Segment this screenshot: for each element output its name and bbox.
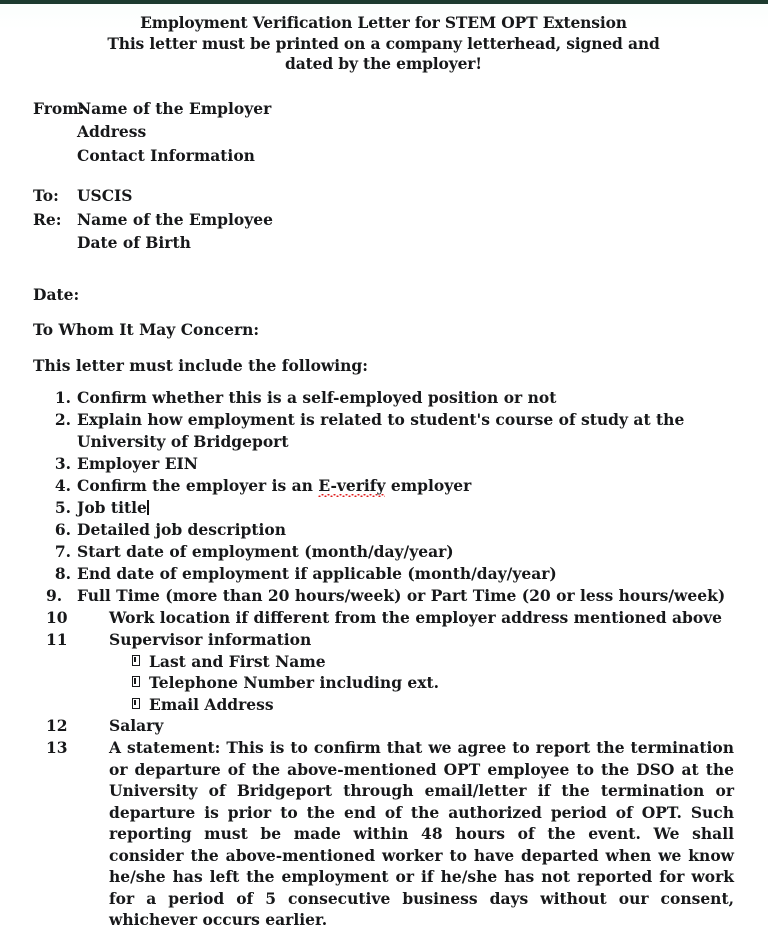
list-item-9 — [33, 585, 734, 607]
title-line-1: Employment Verification Letter for STEM OPT Extension — [140, 13, 627, 32]
list-item-3-number: 3. — [54, 453, 71, 473]
from-address: Address — [77, 122, 147, 141]
from-row-name — [33, 97, 734, 121]
sublist-item-1-text: Last and First Name — [149, 651, 326, 671]
from-block — [33, 97, 734, 168]
list-item-5 — [33, 497, 734, 519]
list-item-10 — [33, 607, 734, 629]
sublist-item-3 — [33, 694, 734, 716]
list-item-11-number: 11 — [46, 629, 68, 649]
re-date-of-birth: Date of Birth — [77, 233, 191, 252]
to-label: To: — [33, 186, 59, 205]
list-item-2 — [33, 409, 734, 452]
list-item-12-number: 12 — [46, 716, 68, 735]
re-row — [33, 208, 734, 232]
re-label: Re: — [33, 209, 62, 229]
list-item-13-text: A statement: This is to confirm that we agree to report the termination or departure of the above-mentioned OPT employee to the DSO at the University of Bridgeport through email/letter if the termination or departure is prior to the end of the authorized period of OPT. Such reporting must be made within 48 hours of the event. We shall consider the above-mentioned worker to have departed when we know he/she has left the employment or if he/she has not reported for work for a period of 5 consecutive business days without our consent, whichever occurs earlier. — [109, 738, 734, 929]
list-item-6-text: Detailed job description — [77, 519, 286, 539]
spacer-after-from — [33, 167, 734, 184]
list-item-4-text-after: employer — [385, 475, 472, 495]
from-label: From: — [33, 98, 85, 118]
intro-line: This letter must include the following: — [33, 355, 368, 375]
list-item-6 — [33, 519, 734, 541]
requirements-list-continued — [33, 715, 734, 931]
list-item-8-text: End date of employment if applicable (month/day/year) — [77, 563, 557, 583]
list-item-5-number: 5. — [54, 497, 71, 517]
list-item-3-text: Employer EIN — [77, 453, 198, 473]
list-item-12 — [33, 715, 734, 737]
sublist-item-1 — [33, 651, 734, 673]
title-line-3: dated by the employer! — [285, 54, 482, 73]
list-item-2-text: Explain how employment is related to student's course of study at the University of Bridgeport — [77, 410, 685, 451]
list-item-4-number: 4. — [54, 475, 71, 495]
text-cursor-caret[interactable] — [147, 500, 149, 515]
list-item-9-number: 9. — [46, 585, 63, 605]
list-item-7 — [33, 541, 734, 563]
list-item-8-number: 8. — [54, 563, 71, 583]
list-item-8 — [33, 563, 734, 585]
from-row-address — [33, 120, 734, 144]
list-item-13 — [33, 737, 734, 931]
list-item-10-number: 10 — [46, 607, 68, 627]
list-item-11 — [33, 629, 734, 651]
salutation: To Whom It May Concern: — [33, 320, 260, 339]
from-contact-information: Contact Information — [77, 145, 255, 165]
list-item-1-number: 1. — [54, 388, 71, 407]
list-item-1 — [33, 387, 734, 409]
list-item-3 — [33, 453, 734, 475]
to-value: USCIS — [77, 186, 133, 205]
list-item-1-text: Confirm whether this is a self-employed position or not — [77, 388, 557, 407]
list-item-7-text: Start date of employment (month/day/year) — [77, 541, 454, 561]
sublist-item-2 — [33, 672, 734, 694]
bullet-box-icon — [132, 698, 140, 709]
list-item-9-text: Full Time (more than 20 hours/week) or Part Time (20 or less hours/week) — [77, 585, 726, 605]
list-item-5-text: Job title — [77, 497, 147, 517]
sublist-item-2-text: Telephone Number including ext. — [149, 673, 440, 692]
list-item-4-text-before: Confirm the employer is an — [77, 475, 319, 495]
from-row-contact — [33, 144, 734, 168]
date-label: Date: — [33, 284, 80, 304]
list-item-4 — [33, 475, 734, 497]
list-item-6-number: 6. — [54, 519, 71, 539]
bullet-box-icon — [132, 655, 140, 666]
list-item-11-text: Supervisor information — [109, 629, 312, 649]
bullet-box-icon — [132, 676, 140, 687]
title-line-2: This letter must be printed on a company letterhead, signed and — [107, 33, 660, 53]
re-row-dob — [33, 231, 734, 255]
list-item-12-text: Salary — [109, 716, 164, 735]
spacer-before-date — [33, 255, 734, 283]
document-title — [33, 13, 734, 75]
list-item-13-number: 13 — [46, 738, 68, 757]
to-row — [33, 184, 734, 208]
list-item-10-text: Work location if different from the employer address mentioned above — [109, 607, 723, 627]
spellcheck-misspelled-word[interactable]: E-verify — [318, 475, 386, 495]
list-item-2-number: 2. — [54, 410, 71, 429]
letter-body — [0, 4, 768, 931]
requirements-list — [33, 387, 734, 650]
supervisor-sublist — [33, 651, 734, 716]
from-employer-name: Name of the Employer — [77, 98, 272, 118]
sublist-item-3-text: Email Address — [149, 694, 274, 714]
re-employee-name: Name of the Employee — [77, 209, 273, 229]
list-item-7-number: 7. — [54, 541, 71, 561]
to-re-block — [33, 184, 734, 255]
